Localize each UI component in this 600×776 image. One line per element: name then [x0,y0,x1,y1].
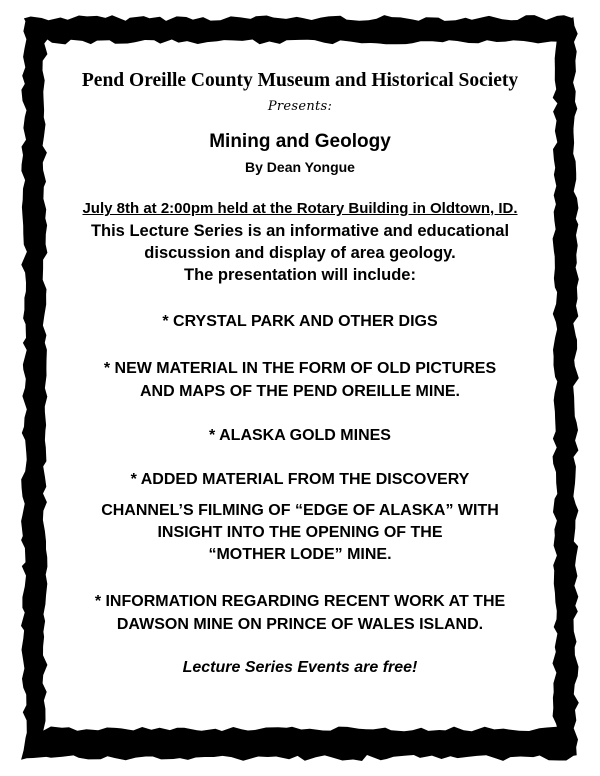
date-location: July 8th at 2:00pm held at the Rotary Building in Oldtown, ID. [82,200,518,217]
list-item-alaska: * ALASKA GOLD MINES [209,427,391,444]
list-item-crystal-park: * CRYSTAL PARK AND OTHER DIGS [162,313,438,330]
list-item-discovery-cont: INSIGHT INTO THE OPENING OF THE [157,524,443,541]
list-item-new-material: * NEW MATERIAL IN THE FORM OF OLD PICTURES [103,360,497,377]
list-item-discovery-cont: “MOTHER LODE” MINE. [208,546,392,563]
free-events-note: Lecture Series Events are free! [182,659,418,676]
organization-name: Pend Oreille County Museum and Historical Society [81,70,519,91]
list-item-dawson: * INFORMATION REGARDING RECENT WORK AT THE [94,593,506,610]
presents-label: Presents: [267,99,333,114]
intro-line: The presentation will include: [184,266,416,284]
list-item-discovery-cont: CHANNEL’S FILMING OF “EDGE OF ALASKA” WITH [101,502,499,519]
list-item-new-material-cont: AND MAPS OF THE PEND OREILLE MINE. [139,383,460,400]
intro-line: discussion and display of area geology. [144,244,456,262]
lecture-title: Mining and Geology [209,131,391,152]
list-item-discovery: * ADDED MATERIAL FROM THE DISCOVERY [130,471,470,488]
list-item-dawson-cont: DAWSON MINE ON PRINCE OF WALES ISLAND. [116,616,484,633]
lecture-author: By Dean Yongue [245,159,355,175]
intro-line: This Lecture Series is an informative and educational [90,222,510,240]
